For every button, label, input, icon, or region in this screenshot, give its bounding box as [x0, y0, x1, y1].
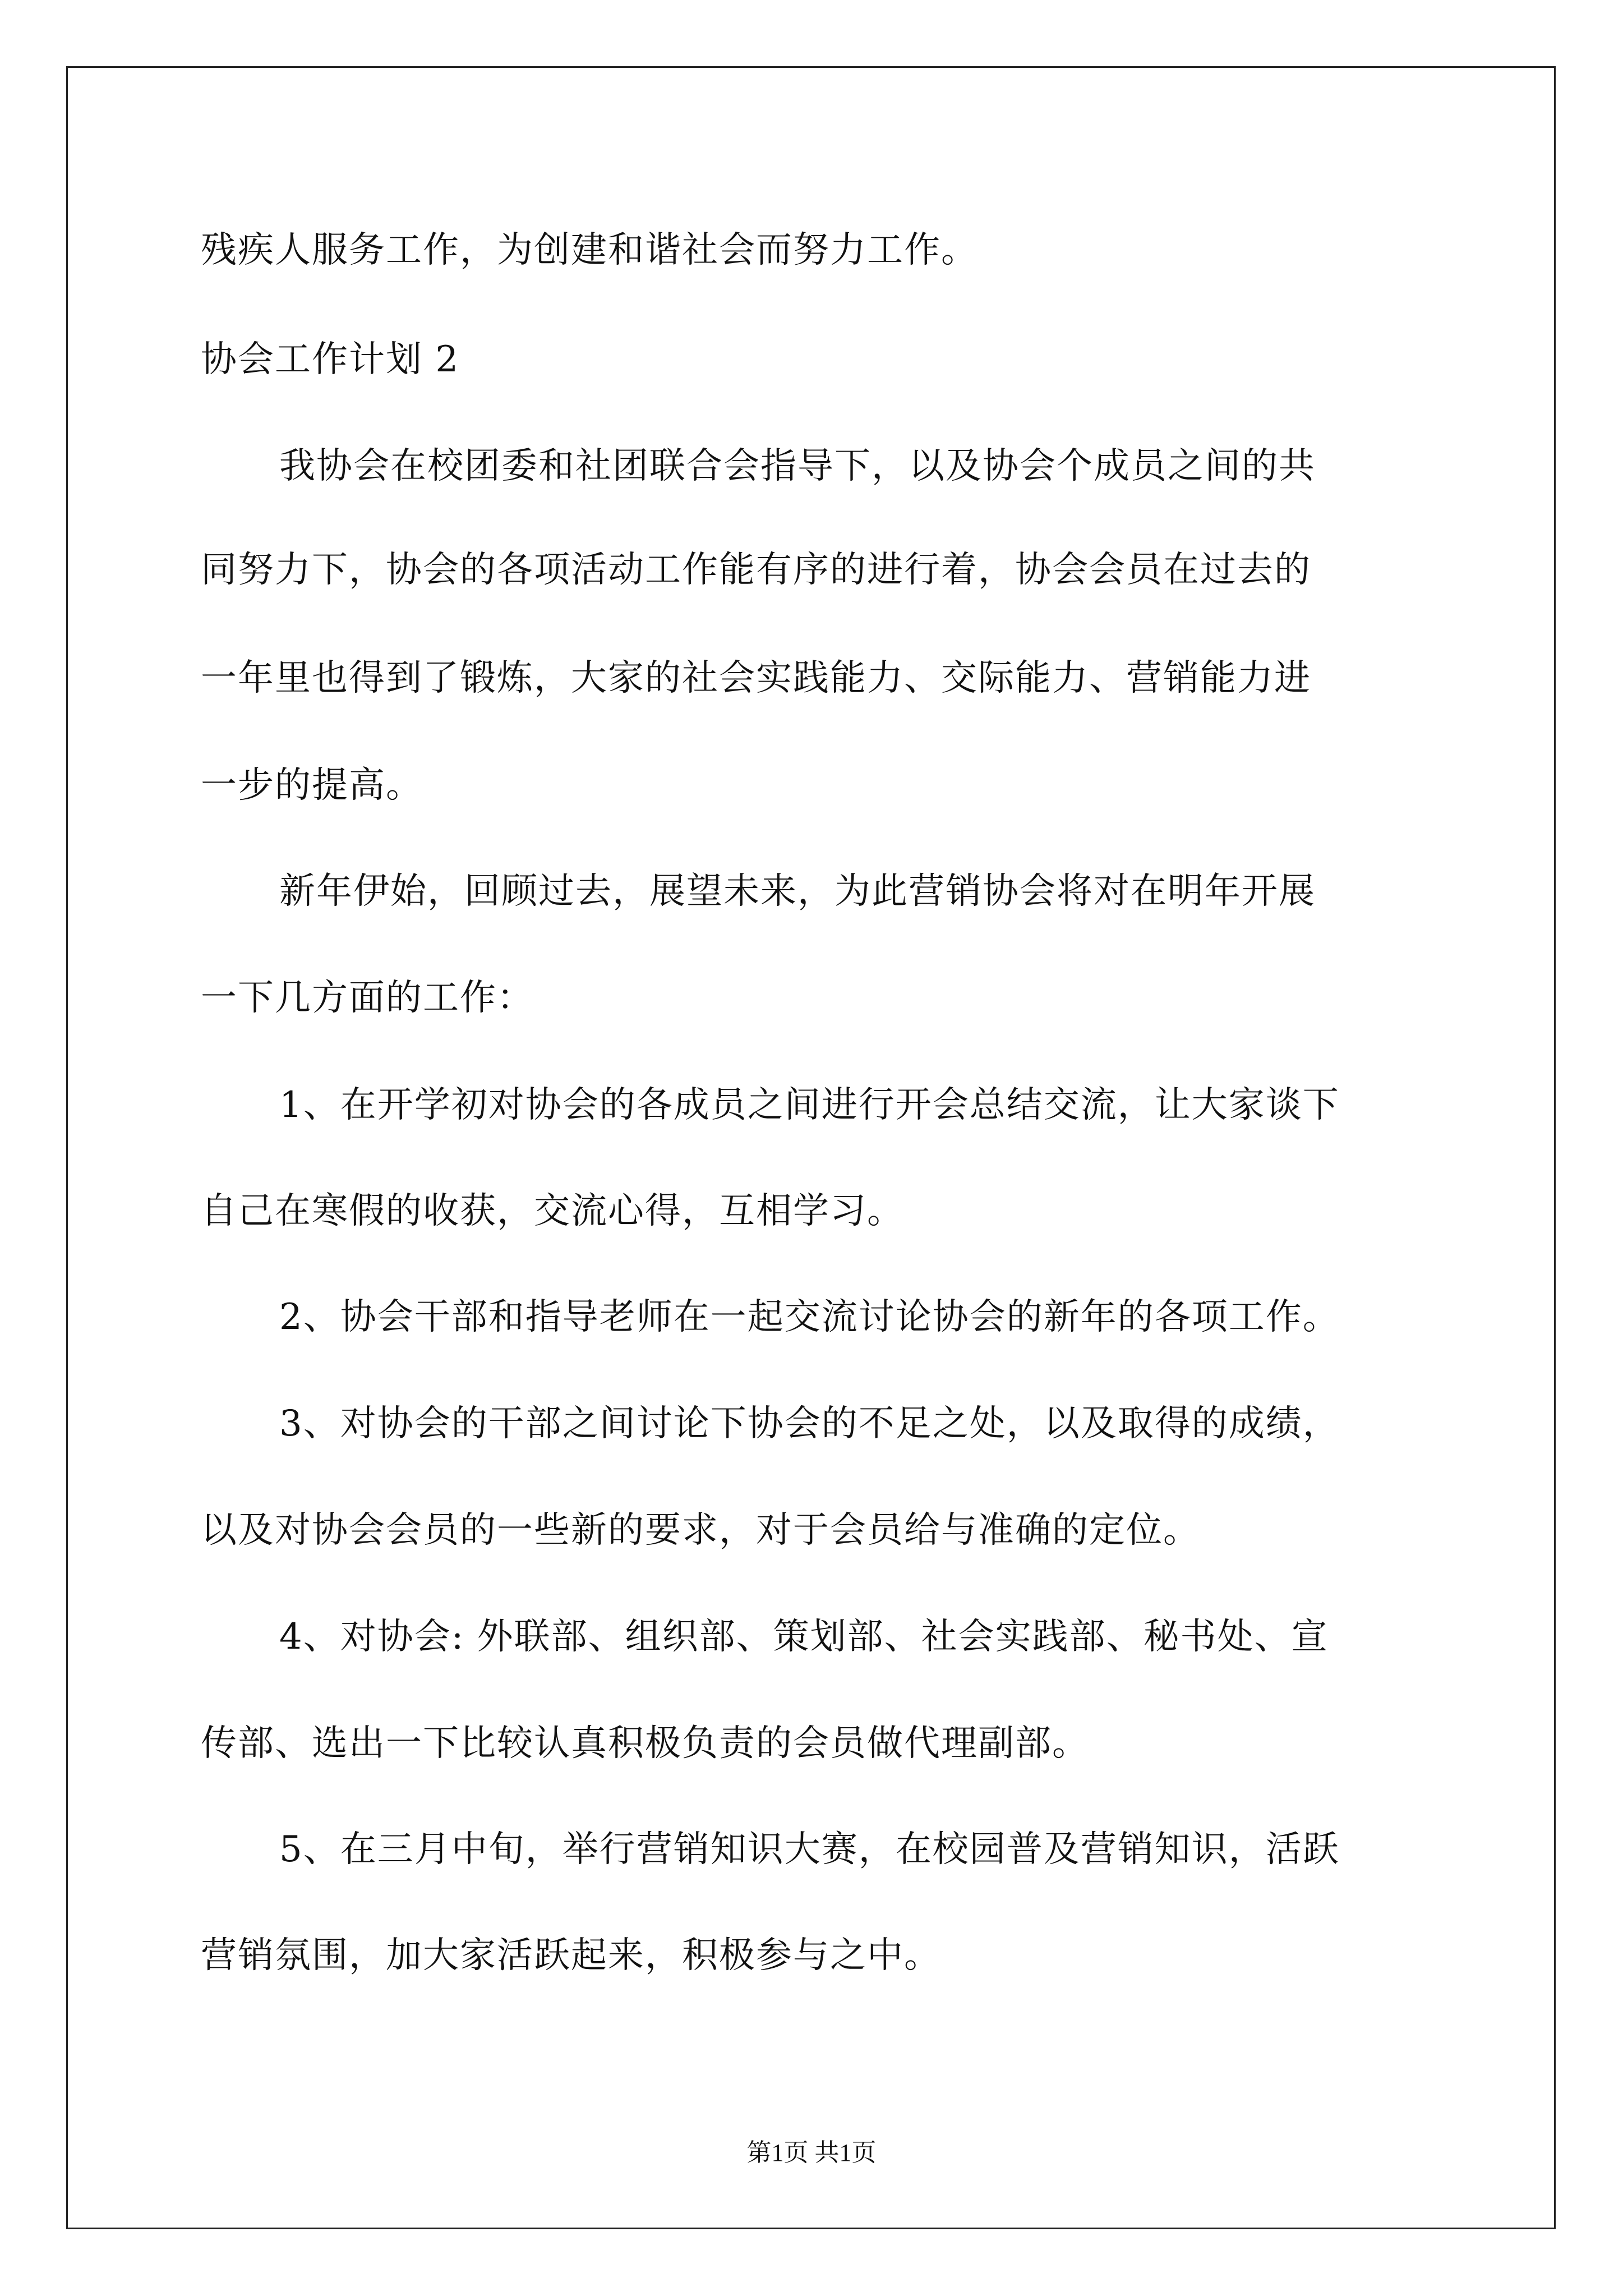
page-border — [66, 66, 1556, 2229]
paragraph-line: 我协会在校团委和社团联合会指导下，以及协会个成员之间的共 — [279, 445, 1316, 487]
paragraph-line: 一年里也得到了锻炼，大家的社会实践能力、交际能力、营销能力进 — [201, 657, 1311, 699]
list-item-line: 营销氛围，加大家活跃起来，积极参与之中。 — [201, 1935, 941, 1976]
list-item-line: 4、对协会: 外联部、组织部、策划部、社会实践部、秘书处、宣 — [279, 1616, 1329, 1658]
text-line: 残疾人服务工作，为创建和谐社会而努力工作。 — [201, 229, 978, 271]
paragraph-line: 一步的提高。 — [201, 765, 423, 806]
list-item-line: 3、对协会的干部之间讨论下协会的不足之处，以及取得的成绩， — [279, 1403, 1340, 1444]
paragraph-line: 新年伊始，回顾过去，展望未来，为此营销协会将对在明年开展 — [279, 871, 1316, 912]
list-item-line: 1、在开学初对协会的各成员之间进行开会总结交流，让大家谈下 — [279, 1084, 1340, 1126]
list-item-line: 以及对协会会员的一些新的要求，对于会员给与准确的定位。 — [201, 1510, 1200, 1551]
list-item-line: 自己在寒假的收获，交流心得，互相学习。 — [201, 1190, 904, 1232]
list-item-line: 5、在三月中旬，举行营销知识大赛，在校园普及营销知识，活跃 — [279, 1829, 1340, 1870]
list-item-line: 2、协会干部和指导老师在一起交流讨论协会的新年的各项工作。 — [279, 1296, 1340, 1338]
page-number-footer: 第1页 共1页 — [746, 2139, 877, 2166]
list-item-line: 传部、选出一下比较认真积极负责的会员做代理副部。 — [201, 1723, 1089, 1764]
paragraph-line: 一下几方面的工作： — [201, 977, 534, 1019]
section-heading: 协会工作计划 2 — [201, 339, 460, 380]
paragraph-line: 同努力下，协会的各项活动工作能有序的进行着，协会会员在过去的 — [201, 549, 1311, 591]
